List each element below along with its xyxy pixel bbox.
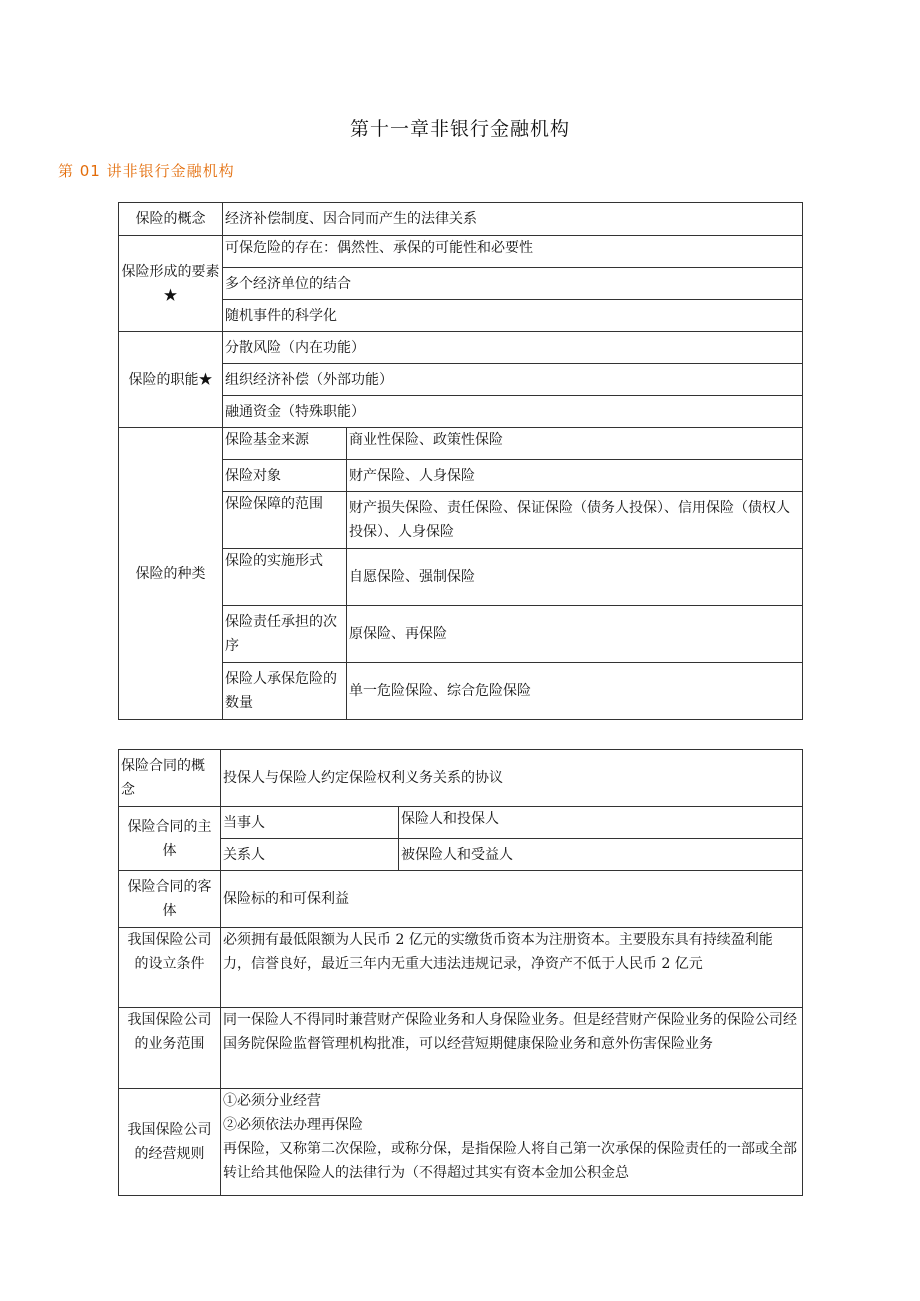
concept-value: 经济补偿制度、因合同而产生的法律关系 xyxy=(223,203,803,236)
functions-item: 分散风险（内在功能） xyxy=(223,332,803,364)
insurance-basics-table xyxy=(118,202,803,720)
concept-label: 保险的概念 xyxy=(119,203,223,236)
table-row xyxy=(119,1008,803,1089)
rules-item: 再保险，又称第二次保险，或称分保，是指保险人将自己第一次承保的保险责任的一部或全部转让给其他保险人的法律行为（不得超过其实有资本金加公积金总 xyxy=(223,1141,797,1181)
types-key: 保险保障的范围 xyxy=(223,492,347,549)
rules-label: 我国保险公司的经营规则 xyxy=(119,1089,221,1196)
functions-label: 保险的职能★ xyxy=(119,332,223,428)
types-key: 保险对象 xyxy=(223,460,347,492)
table-row xyxy=(119,839,803,871)
table-row xyxy=(119,1089,803,1196)
subject-value: 被保险人和受益人 xyxy=(399,839,803,871)
section-subtitle: 第 01 讲非银行金融机构 xyxy=(58,162,235,180)
table-row xyxy=(119,203,803,236)
types-key: 保险人承保危险的数量 xyxy=(223,663,347,720)
table-row xyxy=(119,428,803,460)
elements-label: 保险形成的要素★ xyxy=(119,236,223,332)
types-value: 原保险、再保险 xyxy=(347,606,803,663)
types-key: 保险责任承担的次序 xyxy=(223,606,347,663)
types-value: 自愿保险、强制保险 xyxy=(347,549,803,606)
object-label: 保险合同的客体 xyxy=(119,871,221,928)
rules-item: ②必须依法办理再保险 xyxy=(223,1117,363,1133)
rules-content xyxy=(221,1089,803,1196)
functions-item: 组织经济补偿（外部功能） xyxy=(223,364,803,396)
subject-label: 保险合同的主体 xyxy=(119,807,221,871)
functions-item: 融通资金（特殊职能） xyxy=(223,396,803,428)
types-key: 保险的实施形式 xyxy=(223,549,347,606)
setup-label: 我国保险公司的设立条件 xyxy=(119,928,221,1008)
table-row xyxy=(119,332,803,364)
contract-concept-label: 保险合同的概念 xyxy=(119,750,221,807)
subject-value: 保险人和投保人 xyxy=(399,807,803,839)
page-title: 第十一章非银行金融机构 xyxy=(349,118,570,140)
elements-item: 随机事件的科学化 xyxy=(223,300,803,332)
scope-value: 同一保险人不得同时兼营财产保险业务和人身保险业务。但是经营财产保险业务的保险公司经国务院保险监督管理机构批准，可以经营短期健康保险业务和意外伤害保险业务 xyxy=(221,1008,803,1089)
types-key: 保险基金来源 xyxy=(223,428,347,460)
scope-label: 我国保险公司的业务范围 xyxy=(119,1008,221,1089)
contract-concept-value: 投保人与保险人约定保险权利义务关系的协议 xyxy=(221,750,803,807)
types-value: 财产保险、人身保险 xyxy=(347,460,803,492)
table-row xyxy=(119,750,803,807)
object-value: 保险标的和可保利益 xyxy=(221,871,803,928)
types-label: 保险的种类 xyxy=(119,428,223,720)
setup-value: 必须拥有最低限额为人民币 2 亿元的实缴货币资本为注册资本。主要股东具有持续盈利能力，信誉良好，最近三年内无重大违法违规记录，净资产不低于人民币 2 亿元 xyxy=(221,928,803,1008)
table-row xyxy=(119,807,803,839)
types-value: 财产损失保险、责任保险、保证保险（债务人投保）、信用保险（债权人投保）、人身保险 xyxy=(347,492,803,549)
table-row xyxy=(119,928,803,1008)
subject-key: 当事人 xyxy=(221,807,399,839)
table-row xyxy=(119,871,803,928)
types-value: 单一危险保险、综合危险保险 xyxy=(347,663,803,720)
table-row xyxy=(119,236,803,268)
types-value: 商业性保险、政策性保险 xyxy=(347,428,803,460)
insurance-contract-table xyxy=(118,749,803,1196)
elements-item: 多个经济单位的结合 xyxy=(223,268,803,300)
subject-key: 关系人 xyxy=(221,839,399,871)
rules-item: ①必须分业经营 xyxy=(223,1093,321,1109)
elements-item: 可保危险的存在：偶然性、承保的可能性和必要性 xyxy=(223,236,803,268)
